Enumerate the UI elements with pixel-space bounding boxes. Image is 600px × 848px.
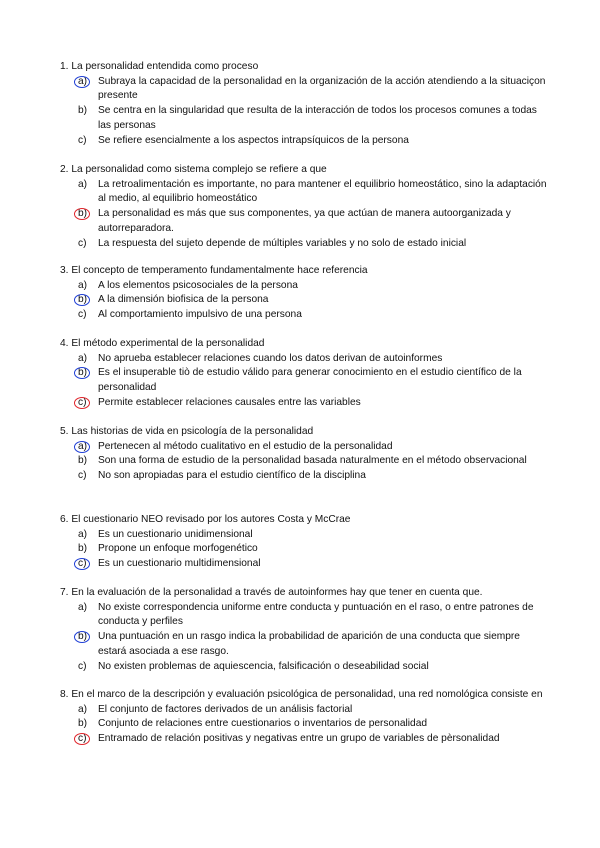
- option-8a: [60, 703, 550, 718]
- option-7b: [60, 630, 550, 659]
- option-7a: [60, 601, 550, 630]
- option-1b: [60, 104, 550, 133]
- option-4c: [60, 396, 550, 411]
- option-text: Se centra en la singularidad que resulta de la interacción de todos los procesos comunes a todas las personas: [98, 105, 537, 131]
- option-letter: c): [78, 558, 87, 570]
- option-7c: [60, 660, 550, 675]
- option-text: No aprueba establecer relaciones cuando los datos derivan de autoinformes: [98, 352, 443, 364]
- question-2: [60, 163, 550, 251]
- option-letter: b): [78, 105, 88, 117]
- option-letter: a): [78, 75, 88, 87]
- option-letter: a): [78, 352, 88, 364]
- option-letter: c): [78, 470, 87, 482]
- option-text: La personalidad es más que sus componentes, ya que actúan de manera autoorganizada y autorreparadora.: [98, 208, 511, 234]
- option-text: Permite establecer relaciones causales entre las variables: [98, 396, 361, 408]
- option-letter: b): [78, 543, 88, 555]
- option-text: No son apropiadas para el estudio científico de la disciplina: [98, 470, 366, 482]
- option-letter: a): [78, 703, 88, 715]
- question-text: 5. Las historias de vida en psicología de la personalidad: [60, 426, 314, 437]
- option-1c: [60, 134, 550, 149]
- option-letter: a): [78, 178, 88, 190]
- option-letter: b): [78, 718, 88, 730]
- question-text: 1. La personalidad entendida como proceso: [60, 61, 259, 72]
- option-6a: [60, 528, 550, 543]
- question-text: 4. El método experimental de la personalidad: [60, 338, 265, 349]
- option-text: A los elementos psicosociales de la persona: [98, 279, 298, 291]
- option-3b: [60, 293, 550, 308]
- question-text: 2. La personalidad como sistema complejo se refiere a que: [60, 164, 327, 175]
- option-text: El conjunto de factores derivados de un análisis factorial: [98, 703, 353, 715]
- option-letter: c): [78, 660, 87, 672]
- option-6b: [60, 542, 550, 557]
- question-5: [60, 425, 550, 484]
- option-2b: [60, 207, 550, 236]
- option-text: Es el insuperable tiò de estudio válido para generar conocimiento en el estudio científico de la personalidad: [98, 367, 522, 394]
- option-2c: [60, 237, 550, 252]
- option-letter: a): [78, 601, 88, 613]
- option-letter: a): [78, 440, 88, 452]
- option-letter: c): [78, 237, 87, 249]
- option-text: Subraya la capacidad de la personalidad en la organización de la acción atendiendo a la situaciçon presente: [98, 75, 546, 102]
- question-text: 6. El cuestionario NEO revisado por los autores Costa y McCrae: [60, 514, 351, 525]
- option-text: A la dimensión biofisica de la persona: [98, 294, 269, 306]
- option-letter: a): [78, 279, 88, 291]
- option-3c: [60, 308, 550, 323]
- option-text: Al comportamiento impulsivo de una persona: [98, 309, 302, 321]
- option-letter: a): [78, 528, 88, 540]
- option-text: No existen problemas de aquiescencia, falsificación o deseabilidad social: [98, 660, 429, 672]
- option-8c: [60, 732, 550, 747]
- question-7: [60, 586, 550, 674]
- option-letter: b): [78, 208, 88, 220]
- option-text: Propone un enfoque morfogenético: [98, 543, 258, 555]
- option-text: Pertenecen al método cualitativo en el estudio de la personalidad: [98, 440, 393, 452]
- question-6: [60, 513, 550, 572]
- option-text: Se refiere esencialmente a los aspectos intrapsíquicos de la persona: [98, 134, 409, 146]
- option-text: Entramado de relación positivas y negativas entre un grupo de variables de pèrsonalidad: [98, 733, 500, 745]
- option-text: Una puntuación en un rasgo indica la probabilidad de aparición de una conducta que siempre estará asociada a ese rasgo.: [98, 631, 520, 657]
- option-1a: [60, 75, 550, 104]
- option-letter: c): [78, 134, 87, 146]
- option-8b: [60, 717, 550, 732]
- option-5c: [60, 469, 550, 484]
- option-3a: [60, 279, 550, 294]
- option-letter: b): [78, 631, 88, 643]
- question-3: [60, 264, 550, 323]
- question-text: 8. En el marco de la descripción y evaluación psicológica de personalidad, una red nomológica consiste en: [60, 689, 543, 700]
- option-5a: [60, 440, 550, 455]
- option-text: La respuesta del sujeto depende de múltiples variables y no solo de estado inicial: [98, 237, 467, 249]
- question-1: [60, 60, 550, 148]
- option-letter: b): [78, 367, 88, 379]
- option-text: Conjunto de relaciones entre cuestionarios o inventarios de personalidad: [98, 718, 428, 730]
- option-2a: [60, 178, 550, 207]
- option-letter: b): [78, 294, 88, 306]
- option-letter: b): [78, 455, 88, 467]
- option-text: Es un cuestionario unidimensional: [98, 528, 253, 540]
- option-text: Es un cuestionario multidimensional: [98, 558, 261, 570]
- option-4b: [60, 366, 550, 395]
- option-text: No existe correspondencia uniforme entre conducta y puntuación en el raso, o entre patrones de conducta y perfiles: [98, 601, 534, 628]
- option-letter: c): [78, 733, 87, 745]
- question-text: 3. El concepto de temperamento fundamentalmente hace referencia: [60, 265, 368, 276]
- question-4: [60, 337, 550, 411]
- question-text: 7. En la evaluación de la personalidad a través de autoinformes hay que tener en cuenta que.: [60, 587, 483, 598]
- option-6c: [60, 557, 550, 572]
- option-letter: c): [78, 309, 87, 321]
- option-letter: c): [78, 396, 87, 408]
- question-8: [60, 688, 550, 747]
- option-5b: [60, 454, 550, 469]
- option-text: Son una forma de estudio de la personalidad basada naturalmente en el método observacional: [98, 455, 527, 467]
- option-4a: [60, 352, 550, 367]
- option-text: La retroalimentación es importante, no para mantener el equilibrio homeostático, sino la adaptación al medio, al equilibrio homeostático: [98, 178, 547, 205]
